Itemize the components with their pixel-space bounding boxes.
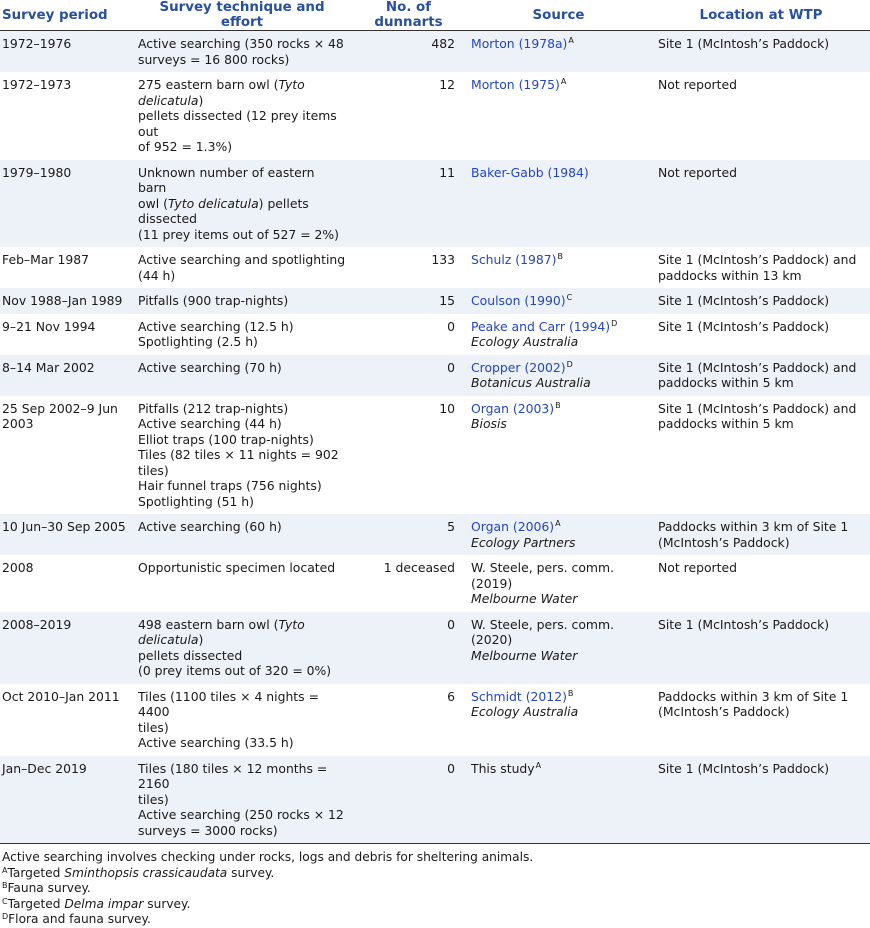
technique-cell	[132, 684, 352, 756]
source-link[interactable]: Organ (2006)	[471, 519, 555, 534]
location-cell	[652, 314, 870, 355]
location-cell	[652, 72, 870, 160]
dunnart-count-cell: 1 deceased	[383, 560, 455, 575]
header-row	[0, 0, 870, 31]
technique-cell	[132, 31, 352, 73]
source-text: W. Steele, pers. comm. (2020)	[471, 616, 615, 647]
source-link[interactable]: Morton (1975)	[471, 77, 560, 92]
technique-cell	[132, 160, 352, 248]
table-row	[0, 612, 870, 684]
source-cell	[465, 612, 652, 684]
survey-period-cell: Oct 2010–Jan 2011	[2, 688, 120, 704]
technique-line: Active searching (60 h)	[138, 519, 282, 534]
header-source: Source	[465, 0, 652, 31]
footnote	[2, 881, 868, 897]
technique-line: owl (Tyto delicatula) pellets dissected	[138, 195, 309, 226]
footnote	[2, 897, 868, 913]
technique-line: 498 eastern barn owl (Tyto delicatula)	[138, 616, 305, 647]
technique-line: Pitfalls (212 trap-nights)	[138, 400, 289, 416]
technique-line: surveys = 3000 rocks)	[138, 822, 278, 838]
technique-cell	[132, 72, 352, 160]
technique-line: Active searching (33.5 h)	[138, 735, 294, 750]
table-row	[0, 72, 870, 160]
technique-line: (0 prey items out of 320 = 0%)	[138, 663, 332, 678]
survey-period-cell: 8–14 Mar 2002	[2, 359, 95, 375]
location-cell	[652, 288, 870, 314]
location-line: Site 1 (McIntosh’s Paddock)	[658, 318, 830, 334]
source-cell	[465, 514, 652, 555]
location-line: Site 1 (McIntosh’s Paddock)	[658, 293, 830, 308]
technique-cell	[132, 612, 352, 684]
technique-line: Hair funnel traps (756 nights)	[138, 478, 322, 493]
table-row	[0, 314, 870, 355]
header-technique: Survey technique and effort	[132, 0, 352, 31]
technique-cell	[132, 396, 352, 515]
header-survey-period: Survey period	[0, 0, 132, 31]
source-link[interactable]: Peake and Carr (1994)	[471, 318, 611, 334]
dunnart-count-cell: 6	[447, 688, 455, 704]
source-text: This study	[471, 760, 535, 776]
location-line: (McIntosh’s Paddock)	[658, 534, 790, 550]
footnote-marker: D	[2, 912, 9, 922]
dunnart-count-cell: 482	[431, 36, 455, 51]
survey-period-cell: 10 Jun–30 Sep 2005	[2, 519, 126, 534]
location-line: paddocks within 13 km	[658, 267, 802, 283]
survey-period-cell: Feb–Mar 1987	[2, 252, 89, 267]
location-line: Site 1 (McIntosh’s Paddock) and	[658, 400, 857, 416]
dunnart-count-cell: 15	[439, 293, 455, 308]
source-cell	[465, 684, 652, 756]
survey-period-cell: 1972–1976	[2, 36, 72, 51]
location-line: paddocks within 5 km	[658, 375, 794, 390]
source-cell	[465, 160, 652, 248]
table-row	[0, 396, 870, 515]
technique-cell	[132, 288, 352, 314]
footnote-marker: C	[566, 293, 573, 302]
dunnart-count-cell: 12	[439, 77, 455, 92]
location-cell	[652, 355, 870, 396]
source-cell	[465, 31, 652, 73]
technique-line: tiles)	[138, 719, 169, 735]
technique-line: Active searching (44 h)	[138, 416, 282, 431]
source-organisation: Botanicus Australia	[471, 375, 591, 390]
source-cell	[465, 247, 652, 288]
location-line: Paddocks within 3 km of Site 1	[658, 688, 849, 704]
footnote-text: Targeted Sminthopsis crassicaudata survey.	[7, 865, 275, 880]
survey-period-cell: 2008–2019	[2, 616, 72, 632]
table-row	[0, 756, 870, 844]
survey-period-cell: Nov 1988–Jan 1989	[2, 293, 123, 308]
footnote-marker: A	[568, 36, 574, 45]
footnote	[2, 912, 868, 928]
footnote-marker: C	[2, 896, 8, 906]
source-organisation: Ecology Partners	[471, 534, 576, 550]
source-link[interactable]: Baker-Gabb (1984)	[471, 164, 589, 180]
footnote-marker: A	[555, 519, 561, 528]
source-link[interactable]: Morton (1978a)	[471, 36, 568, 51]
technique-line: 275 eastern barn owl (Tyto delicatula)	[138, 77, 305, 108]
dunnart-count-cell: 5	[447, 519, 455, 534]
table-row	[0, 160, 870, 248]
location-cell	[652, 514, 870, 555]
dunnart-count-cell: 11	[439, 164, 455, 180]
source-cell	[465, 72, 652, 160]
location-line: Not reported	[658, 164, 737, 180]
survey-period-cell: 1972–1973	[2, 77, 72, 92]
footnote	[2, 866, 868, 882]
source-organisation: Biosis	[471, 416, 507, 431]
location-line: Not reported	[658, 560, 737, 575]
location-cell	[652, 756, 870, 844]
dunnart-count-cell: 0	[447, 760, 455, 776]
footnote-text: Flora and fauna survey.	[8, 912, 151, 927]
technique-line: Active searching and spotlighting	[138, 252, 346, 267]
table-row	[0, 288, 870, 314]
dunnart-count-cell: 0	[447, 318, 455, 334]
footnote-text: Fauna survey.	[7, 881, 91, 896]
location-cell	[652, 31, 870, 73]
location-line: Site 1 (McIntosh’s Paddock) and	[658, 252, 857, 267]
technique-line: surveys = 16 800 rocks)	[138, 51, 290, 67]
table-row	[0, 31, 870, 73]
survey-period-cell: 9–21 Nov 1994	[2, 318, 96, 334]
technique-cell	[132, 355, 352, 396]
source-cell	[465, 396, 652, 515]
location-line: Paddocks within 3 km of Site 1	[658, 519, 849, 534]
technique-line: (44 h)	[138, 267, 176, 283]
location-cell	[652, 160, 870, 248]
source-cell	[465, 756, 652, 844]
source-link[interactable]: Schmidt (2012)	[471, 688, 567, 704]
header-dunnarts: No. of dunnarts	[352, 0, 465, 31]
source-link[interactable]: Organ (2003)	[471, 400, 555, 416]
source-text: W. Steele, pers. comm. (2019)	[471, 560, 615, 591]
technique-cell	[132, 756, 352, 844]
source-organisation: Ecology Australia	[471, 704, 579, 719]
dunnart-count-cell: 0	[447, 616, 455, 632]
source-cell	[465, 314, 652, 355]
footnote-marker: D	[566, 359, 573, 369]
table-row	[0, 247, 870, 288]
technique-line: pellets dissected	[138, 647, 243, 663]
source-link[interactable]: Cropper (2002)	[471, 359, 566, 375]
location-cell	[652, 396, 870, 515]
technique-line: (11 prey items out of 527 = 2%)	[138, 226, 340, 242]
location-line: Site 1 (McIntosh’s Paddock) and	[658, 359, 857, 375]
survey-period-cell: 1979–1980	[2, 164, 72, 180]
location-cell	[652, 555, 870, 612]
survey-period-cell: Jan–Dec 2019	[2, 760, 87, 776]
location-cell	[652, 612, 870, 684]
source-cell	[465, 288, 652, 314]
footnote-marker: A	[2, 865, 8, 875]
source-link[interactable]: Schulz (1987)	[471, 252, 557, 267]
footnote-text: Targeted Delma impar survey.	[7, 896, 191, 911]
footnote-marker: B	[555, 400, 561, 410]
technique-line: Tiles (180 tiles × 12 months = 2160	[138, 760, 328, 791]
dunnart-count-cell: 133	[431, 252, 455, 267]
location-line: Site 1 (McIntosh’s Paddock)	[658, 36, 830, 51]
footnote-marker: D	[611, 318, 618, 328]
footnote-marker: A	[560, 77, 567, 86]
table-notes	[0, 844, 870, 928]
survey-period-cell: 2008	[2, 560, 34, 575]
technique-line: Spotlighting (2.5 h)	[138, 334, 258, 349]
location-line: Site 1 (McIntosh’s Paddock)	[658, 760, 830, 776]
header-location: Location at WTP	[652, 0, 870, 31]
technique-line: tiles)	[138, 791, 169, 807]
technique-cell	[132, 247, 352, 288]
technique-line: Pitfalls (900 trap-nights)	[138, 293, 289, 308]
technique-cell	[132, 514, 352, 555]
technique-line: Elliot traps (100 trap-nights)	[138, 431, 314, 447]
technique-line: tiles)	[138, 462, 169, 478]
technique-line: Active searching (70 h)	[138, 359, 282, 375]
footnote-marker: B	[2, 881, 8, 891]
footnote-marker: B	[567, 688, 574, 698]
location-line: Not reported	[658, 77, 737, 92]
footnote-marker: B	[557, 252, 563, 261]
technique-line: Active searching (350 rocks × 48	[138, 36, 344, 51]
dunnart-count-cell: 10	[439, 400, 455, 416]
technique-line: Unknown number of eastern barn	[138, 164, 315, 195]
source-organisation: Melbourne Water	[471, 647, 578, 663]
technique-line: Tiles (1100 tiles × 4 nights = 4400	[138, 688, 319, 719]
table-row	[0, 684, 870, 756]
technique-cell	[132, 555, 352, 612]
source-cell	[465, 555, 652, 612]
source-link[interactable]: Coulson (1990)	[471, 293, 566, 308]
location-cell	[652, 684, 870, 756]
technique-line: Spotlighting (51 h)	[138, 493, 254, 509]
location-cell	[652, 247, 870, 288]
table-row	[0, 514, 870, 555]
source-organisation: Melbourne Water	[471, 591, 578, 606]
survey-period-cell: 25 Sep 2002–9 Jun 2003	[2, 400, 118, 431]
table-row	[0, 355, 870, 396]
footnote-marker: A	[535, 760, 542, 770]
notes-intro: Active searching involves checking under rocks, logs and debris for sheltering animals.	[2, 850, 534, 864]
source-organisation: Ecology Australia	[471, 334, 579, 349]
technique-line: pellets dissected (12 prey items out	[138, 108, 337, 139]
technique-line: Opportunistic specimen located	[138, 560, 336, 575]
location-line: Site 1 (McIntosh’s Paddock)	[658, 616, 830, 632]
technique-cell	[132, 314, 352, 355]
technique-line: Active searching (250 rocks × 12	[138, 807, 344, 822]
location-line: paddocks within 5 km	[658, 416, 794, 431]
table-row	[0, 555, 870, 612]
dunnart-count-cell: 0	[447, 359, 455, 375]
technique-line: of 952 = 1.3%)	[138, 139, 233, 154]
technique-line: Tiles (82 tiles × 11 nights = 902	[138, 447, 339, 462]
source-cell	[465, 355, 652, 396]
location-line: (McIntosh’s Paddock)	[658, 704, 790, 719]
technique-line: Active searching (12.5 h)	[138, 318, 294, 334]
